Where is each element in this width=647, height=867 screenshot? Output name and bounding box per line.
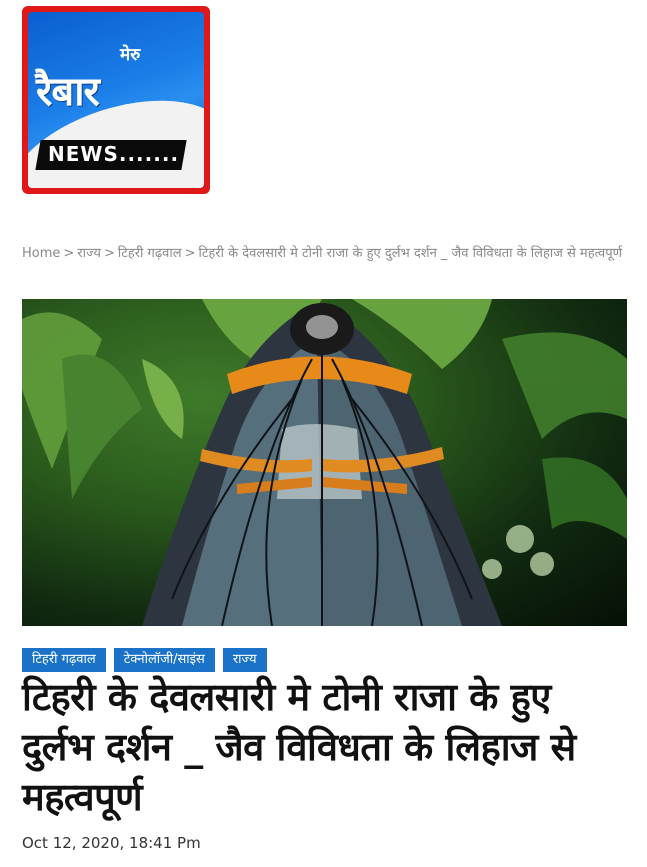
breadcrumb-separator: > — [63, 246, 75, 261]
article-title: टिहरी के देवलसारी मे टोनी राजा के हुए दुर्लभ दर्शन _ जैव विविधता के लिहाज से महत्वपूर्ण — [22, 675, 576, 819]
category-tag[interactable]: टेक्नोलॉजी/साइंस — [114, 648, 215, 672]
site-logo[interactable] — [22, 6, 210, 194]
logo-badge: NEWS....... — [48, 142, 180, 166]
category-tag[interactable]: राज्य — [223, 648, 267, 672]
article-date: Oct 12, 2020, 18:41 Pm — [22, 834, 201, 852]
logo-background — [28, 12, 204, 188]
breadcrumb-home[interactable]: Home — [22, 246, 61, 261]
category-tags — [22, 648, 267, 672]
breadcrumb-district[interactable]: टिहरी गढ़वाल — [117, 246, 182, 261]
breadcrumb — [22, 243, 632, 265]
breadcrumb-state[interactable]: राज्य — [77, 246, 101, 261]
breadcrumb-separator: > — [103, 246, 115, 261]
logo-line2: रैबार — [36, 69, 99, 115]
category-tag[interactable]: टिहरी गढ़वाल — [22, 648, 106, 672]
butterfly-photo-icon — [22, 299, 627, 626]
article-hero-image — [22, 299, 627, 626]
breadcrumb-current: टिहरी के देवलसारी मे टोनी राजा के हुए दुर्लभ दर्शन _ जैव विविधता के लिहाज से महत्वपूर्ण — [198, 246, 623, 261]
logo-line1: मेरु — [120, 45, 141, 65]
breadcrumb-separator: > — [184, 246, 196, 261]
